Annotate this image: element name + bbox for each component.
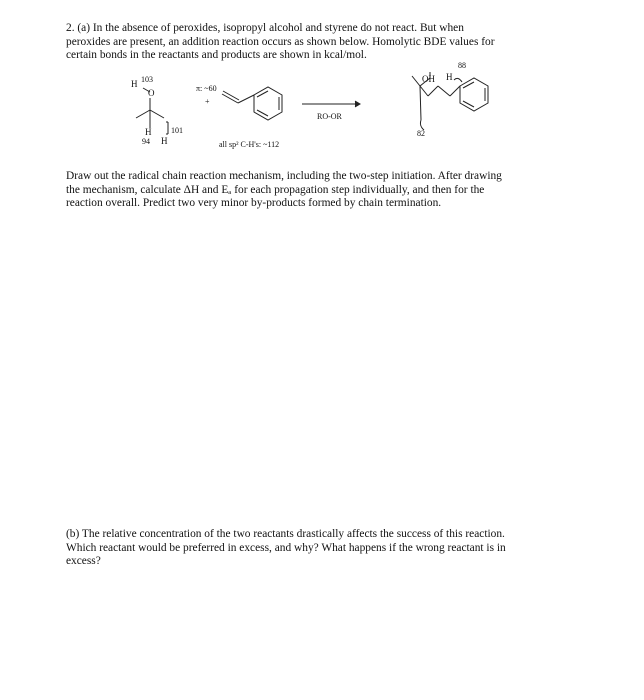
product-c-c bbox=[420, 86, 428, 96]
question-b-text bbox=[66, 528, 578, 569]
product-c-h-bond bbox=[420, 86, 421, 120]
instructions-line-2: the mechanism, calculate ΔH and Eₐ for each propagation step individually, and then for the bbox=[66, 183, 485, 196]
question-a-line-3: certain bonds in the reactants and products are shown in kcal/mol. bbox=[66, 49, 367, 62]
question-b-line-3: excess? bbox=[66, 555, 101, 568]
question-b-line-1: (b) The relative concentration of the two reactants drastically affects the success of this reaction. bbox=[66, 528, 505, 540]
pi-bond-label: π: ~60 bbox=[196, 84, 217, 93]
instructions-line-1: Draw out the radical chain reaction mechanism, including the two-step initiation. After drawing bbox=[66, 170, 502, 182]
methyl-bond-left bbox=[136, 110, 150, 118]
vinyl-bond-2 bbox=[238, 95, 254, 103]
product-chain-3 bbox=[450, 86, 460, 96]
question-a-line-2: peroxides are present, an addition reaction occurs as shown below. Homolytic BDE values for bbox=[66, 35, 495, 48]
alcohol-o-atom: O bbox=[148, 88, 155, 98]
instructions-text bbox=[66, 170, 578, 211]
product-methyl-1 bbox=[412, 76, 420, 86]
bde-product-side-value: 82 bbox=[417, 129, 425, 138]
product-h-label: H bbox=[446, 72, 453, 82]
question-b-line-2: Which reactant would be preferred in excess, and why? What happens if the wrong reactant is in bbox=[66, 541, 506, 554]
methyl-h-atom: H bbox=[161, 136, 168, 146]
product-chain-1 bbox=[428, 86, 438, 96]
instructions-line-3: reaction overall. Predict two very minor by-products formed by chain termination. bbox=[66, 197, 442, 210]
alcohol-h-atom: H bbox=[131, 79, 138, 89]
alcohol-ch-h-atom: H bbox=[145, 127, 152, 137]
question-a-line-1: 2. (a) In the absence of peroxides, isopropyl alcohol and styrene do not react. But when bbox=[66, 22, 464, 34]
plus-sign: + bbox=[205, 97, 210, 106]
bde-oh-value: 103 bbox=[141, 75, 153, 84]
product-bde-88-curve bbox=[454, 78, 462, 82]
sp2-ch-note: all sp² C-H's: ~112 bbox=[219, 140, 280, 149]
product-chain-2 bbox=[438, 86, 450, 96]
product-benzene-ring bbox=[460, 78, 488, 111]
bde-product-ch-value: 88 bbox=[458, 61, 466, 70]
bde-ch-value: 101 bbox=[171, 126, 183, 135]
methyl-bond-right bbox=[150, 110, 164, 118]
reagent-label: RO-OR bbox=[317, 112, 342, 121]
product-oh-label: OH bbox=[422, 74, 435, 84]
bde-ch3-value: 94 bbox=[142, 137, 150, 146]
styrene-benzene-ring bbox=[254, 87, 282, 120]
